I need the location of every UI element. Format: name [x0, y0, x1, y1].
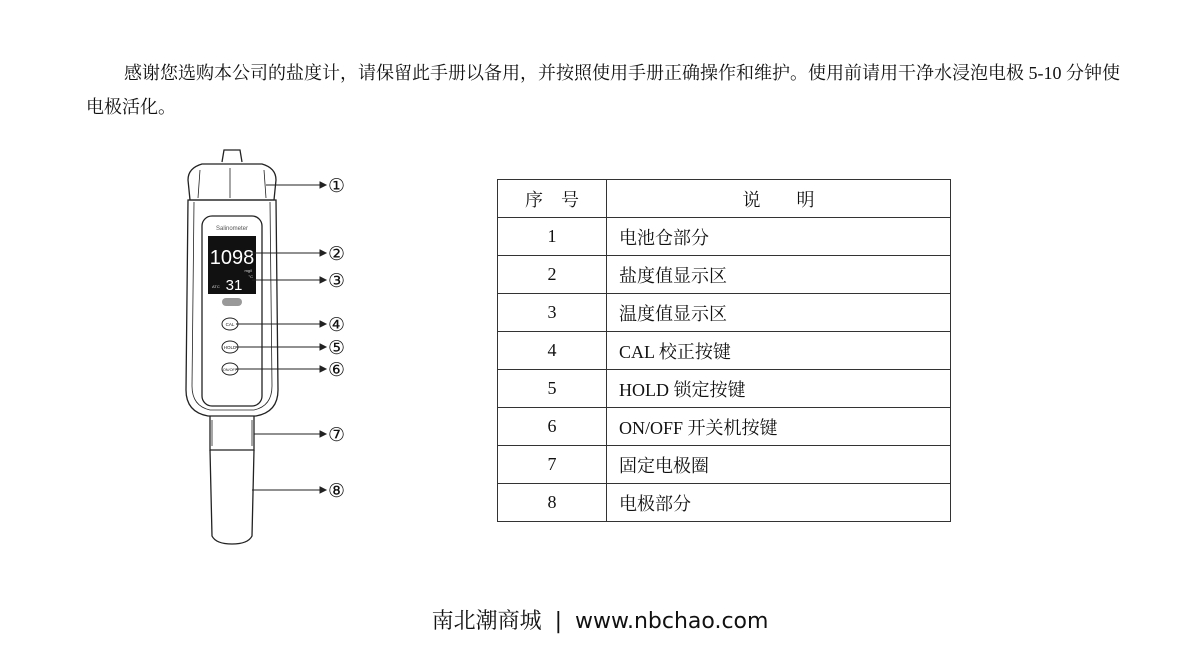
row-description: 固定电极圈 [607, 446, 951, 484]
row-description: HOLD 锁定按键 [607, 370, 951, 408]
table-row [498, 256, 951, 294]
display-salinity: 1098 [209, 247, 255, 269]
row-number: 1 [498, 218, 607, 256]
callout-4: ④ [328, 314, 346, 336]
row-description: 温度值显示区 [607, 294, 951, 332]
display-temperature: 31 [225, 277, 243, 294]
footer-watermark [0, 604, 1200, 635]
footer-separator: | [554, 609, 562, 634]
row-description: 电极部分 [607, 484, 951, 522]
parts-table [497, 179, 951, 522]
table-row [498, 484, 951, 522]
model-badge [222, 298, 242, 306]
callout-3: ③ [328, 270, 346, 292]
callout-2: ② [328, 243, 346, 265]
callout-7: ⑦ [328, 424, 346, 446]
row-number: 5 [498, 370, 607, 408]
row-description: ON/OFF 开关机按键 [607, 408, 951, 446]
button-onoff[interactable] [222, 363, 238, 375]
button-hold-label: HOLD [223, 345, 237, 350]
callout-8: ⑧ [328, 480, 346, 502]
device-brand: Salinometer [215, 226, 249, 232]
callout-1: ① [328, 175, 346, 197]
display-temp-unit: °C [248, 274, 253, 279]
table-row [498, 294, 951, 332]
callout-5: ⑤ [328, 337, 346, 359]
display-unit: mg/l [244, 268, 252, 273]
header-description: 说 明 [607, 180, 951, 218]
row-number: 8 [498, 484, 607, 522]
row-number: 6 [498, 408, 607, 446]
row-number: 3 [498, 294, 607, 332]
button-onoff-label: ON/OFF [222, 368, 238, 372]
row-number: 7 [498, 446, 607, 484]
button-hold[interactable] [222, 341, 238, 353]
table-row [498, 332, 951, 370]
row-description: 盐度值显示区 [607, 256, 951, 294]
row-description: 电池仓部分 [607, 218, 951, 256]
callout-6: ⑥ [328, 359, 346, 381]
table-header-row [498, 180, 951, 218]
header-number: 序 号 [498, 180, 607, 218]
table-row [498, 218, 951, 256]
display-mode: ATC [212, 284, 220, 289]
button-cal-label: CAL [225, 322, 235, 327]
salinometer-illustration [170, 140, 400, 560]
table-row [498, 408, 951, 446]
footer-site-name: 南北潮商城 [431, 609, 542, 634]
row-description: CAL 校正按键 [607, 332, 951, 370]
row-number: 4 [498, 332, 607, 370]
footer-url[interactable]: www.nbchao.com [575, 609, 769, 634]
table-row [498, 370, 951, 408]
intro-paragraph: 感谢您选购本公司的盐度计，请保留此手册以备用，并按照使用手册正确操作和维护。使用前请用干净水浸泡电极 5-10 分钟使电极活化。 [86, 63, 1120, 117]
row-number: 2 [498, 256, 607, 294]
button-cal[interactable] [222, 318, 238, 330]
table-row [498, 446, 951, 484]
